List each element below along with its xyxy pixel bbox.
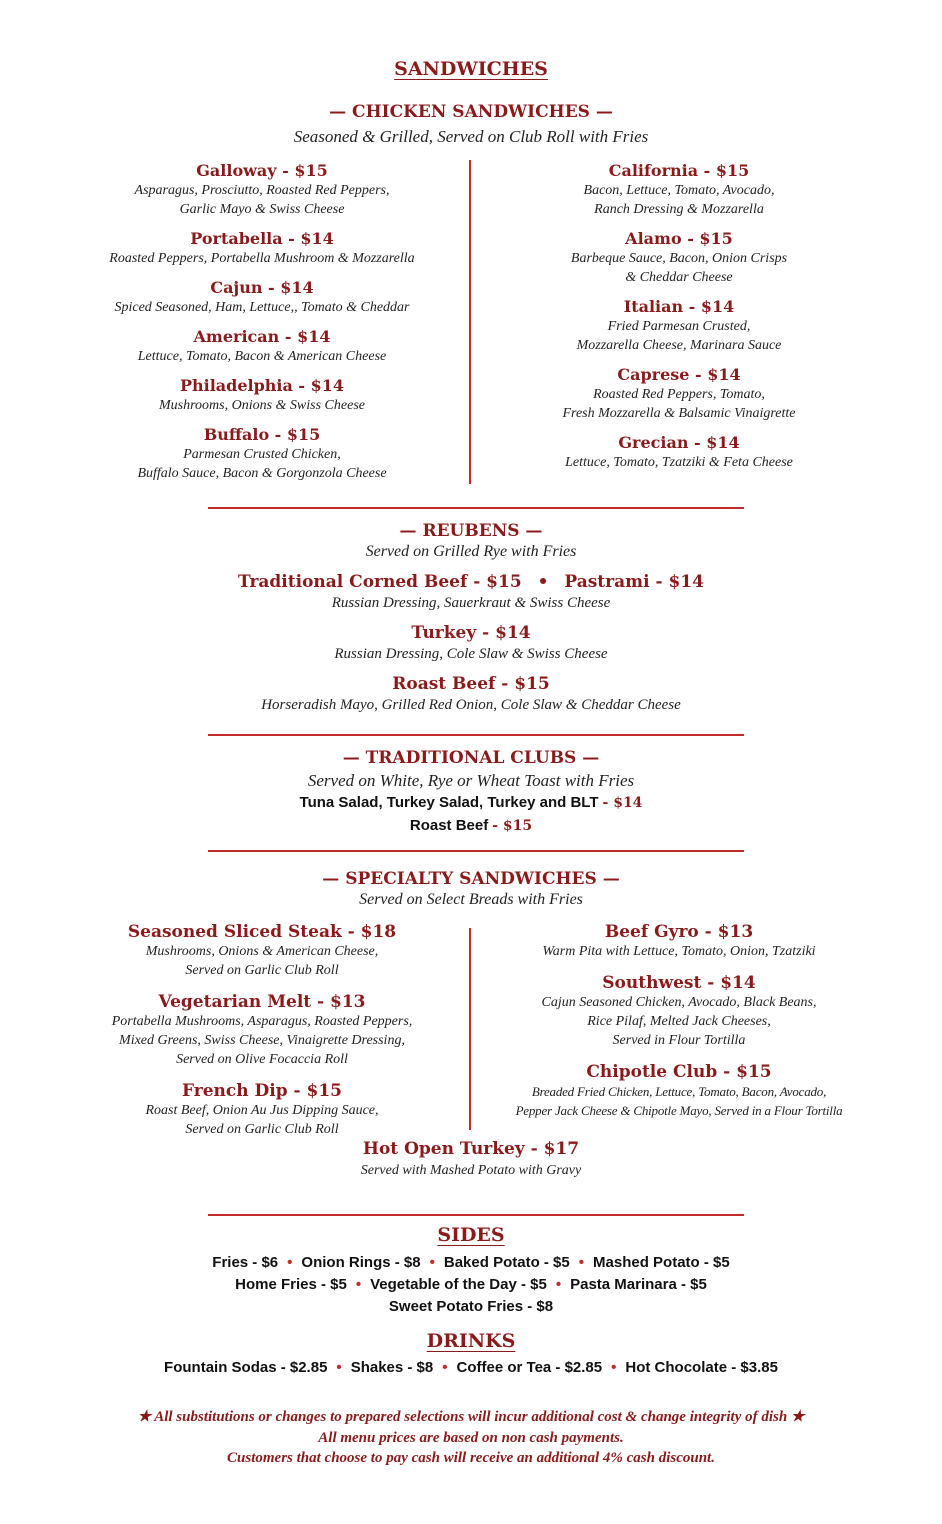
item-desc: Served in Flour Tortilla: [612, 1033, 746, 1048]
sides-title: SIDES: [437, 1224, 505, 1246]
item-name: Caprese - $14: [617, 365, 741, 384]
item-desc: Barbeque Sauce, Bacon, Onion Crisps: [570, 251, 788, 266]
menu-item: [60, 1081, 464, 1139]
item-name: Seasoned Sliced Steak - $18: [127, 922, 397, 942]
bullet: •: [287, 1254, 293, 1271]
item-name: Cajun - $14: [210, 278, 314, 297]
chicken-right-column: [478, 161, 880, 482]
item-name: Chipotle Club - $15: [586, 1062, 772, 1082]
column-divider: [469, 928, 471, 1130]
menu-item: [60, 278, 464, 317]
menu-item: [478, 161, 880, 219]
item-desc: Bacon, Lettuce, Tomato, Avocado,: [583, 183, 775, 198]
menu-item: [60, 161, 464, 219]
reuben-item-3: Roast Beef - $15: [392, 674, 550, 694]
item-desc: Roasted Peppers, Portabella Mushroom & Mozzarella: [109, 251, 415, 266]
side-item: Mashed Potato - $5: [593, 1254, 730, 1271]
menu-item: [478, 297, 880, 355]
item-desc: Mozzarella Cheese, Marinara Sauce: [576, 338, 782, 353]
item-desc: Served on Garlic Club Roll: [185, 1122, 339, 1137]
item-name: Pastrami - $14: [564, 572, 704, 592]
menu-item: [478, 1062, 880, 1120]
item-name: Beef Gyro - $13: [604, 922, 754, 942]
item-name: Traditional Corned Beef - $15: [238, 572, 522, 592]
item-name: Galloway - $15: [196, 161, 328, 180]
bullet: •: [555, 1276, 562, 1293]
specialty-left-column: [60, 922, 464, 1149]
sides-row-3: [0, 1298, 942, 1315]
item-name: Southwest - $14: [602, 973, 756, 993]
section-divider: [208, 734, 744, 736]
item-name: Philadelphia - $14: [179, 376, 345, 395]
item-desc: Spiced Seasoned, Ham, Lettuce,, Tomato & Cheddar: [114, 300, 410, 315]
side-item: Vegetable of the Day - $5: [370, 1276, 547, 1293]
item-desc: Pepper Jack Cheese & Chipotle Mayo, Served in a Flour Tortilla: [515, 1103, 843, 1118]
clubs-note: Served on White, Rye or Wheat Toast with Fries: [307, 771, 635, 790]
clubs-line-2: [0, 817, 942, 835]
item-name: Buffalo - $15: [203, 425, 321, 444]
section-divider: [208, 850, 744, 852]
item-desc: Mushrooms, Onions & American Cheese,: [145, 944, 379, 959]
item-name: Tuna Salad, Turkey Salad, Turkey and BLT: [299, 794, 599, 811]
side-item: Home Fries - $5: [235, 1276, 347, 1293]
side-item: Sweet Potato Fries - $8: [388, 1298, 554, 1315]
footer-pricing: All menu prices are based on non cash payments.: [318, 1430, 624, 1446]
specialty-right-column: [478, 922, 880, 1130]
item-desc: Served on Garlic Club Roll: [185, 963, 339, 978]
item-name: Portabella - $14: [190, 229, 334, 248]
item-desc: Roasted Red Peppers, Tomato,: [593, 387, 765, 402]
reubens-heading: — REUBENS —: [399, 521, 543, 541]
drinks-row-1: [0, 1359, 942, 1376]
drink-item: Coffee or Tea - $2.85: [456, 1359, 603, 1376]
menu-item: [60, 327, 464, 366]
drinks-title: DRINKS: [426, 1330, 516, 1352]
drink-item: Shakes - $8: [350, 1359, 434, 1376]
item-desc: Roast Beef, Onion Au Jus Dipping Sauce,: [145, 1103, 379, 1118]
item-desc: Buffalo Sauce, Bacon & Gorgonzola Cheese: [137, 466, 387, 481]
chicken-sandwiches-heading: — CHICKEN SANDWICHES —: [329, 102, 613, 122]
bullet: •: [611, 1359, 617, 1376]
item-name: French Dip - $15: [182, 1081, 342, 1101]
item-price: - $15: [492, 818, 533, 834]
specialty-heading: — SPECIALTY SANDWICHES —: [322, 869, 620, 889]
bullet: •: [355, 1276, 362, 1293]
menu-item: [478, 365, 880, 423]
reuben-item-1: [0, 572, 942, 592]
item-desc: Fried Parmesan Crusted,: [607, 319, 751, 334]
column-divider: [469, 160, 471, 484]
menu-item: [478, 229, 880, 287]
item-desc: & Cheddar Cheese: [625, 270, 733, 285]
menu-item: [60, 229, 464, 268]
item-desc: Breaded Fried Chicken, Lettuce, Tomato, Bacon, Avocado,: [531, 1084, 827, 1099]
menu-item: [478, 973, 880, 1050]
item-desc: Lettuce, Tomato, Tzatziki & Feta Cheese: [565, 455, 793, 470]
chicken-sandwiches-note: Seasoned & Grilled, Served on Club Roll with Fries: [293, 127, 649, 146]
item-desc: Served with Mashed Potato with Gravy: [360, 1163, 582, 1178]
bullet: •: [442, 1359, 448, 1376]
drink-item: Hot Chocolate - $3.85: [625, 1359, 778, 1376]
item-name: Roast Beef: [409, 817, 489, 834]
bullet: •: [578, 1254, 585, 1271]
item-desc: Russian Dressing, Cole Slaw & Swiss Cheese: [334, 646, 608, 662]
footer-substitutions: ★ All substitutions or changes to prepared selections will incur additional cost & change integrity of dish ★: [137, 1409, 805, 1425]
item-desc: Portabella Mushrooms, Asparagus, Roasted Peppers,: [111, 1014, 413, 1029]
item-desc: Warm Pita with Lettuce, Tomato, Onion, Tzatziki: [542, 944, 816, 959]
item-name: Alamo - $15: [625, 229, 733, 248]
item-desc: Served on Olive Focaccia Roll: [176, 1052, 348, 1067]
item-desc: Cajun Seasoned Chicken, Avocado, Black Beans,: [541, 995, 817, 1010]
item-name: Grecian - $14: [618, 433, 740, 452]
item-name: California - $15: [608, 161, 750, 180]
item-desc: Asparagus, Prosciutto, Roasted Red Peppers,: [134, 183, 390, 198]
item-desc: Rice Pilaf, Melted Jack Cheeses,: [587, 1014, 771, 1029]
chicken-left-column: [60, 161, 464, 493]
item-price: - $14: [602, 795, 643, 811]
item-desc: Lettuce, Tomato, Bacon & American Cheese: [137, 349, 387, 364]
item-desc: Garlic Mayo & Swiss Cheese: [179, 202, 345, 217]
item-desc: Parmesan Crusted Chicken,: [183, 447, 341, 462]
side-item: Pasta Marinara - $5: [570, 1276, 707, 1293]
menu-item: [60, 992, 464, 1069]
bullet: •: [429, 1254, 435, 1271]
side-item: Baked Potato - $5: [443, 1254, 570, 1271]
reuben-item-2: Turkey - $14: [411, 623, 531, 643]
specialty-note: Served on Select Breads with Fries: [359, 891, 583, 908]
item-name: Italian - $14: [623, 297, 735, 316]
item-desc: Fresh Mozzarella & Balsamic Vinaigrette: [562, 406, 796, 421]
menu-item: [478, 433, 880, 472]
section-divider: [208, 507, 744, 509]
menu-item: [60, 425, 464, 483]
item-desc: Horseradish Mayo, Grilled Red Onion, Cole Slaw & Cheddar Cheese: [261, 697, 681, 713]
clubs-line-1: [0, 794, 942, 812]
menu-item: [478, 922, 880, 961]
hot-open-turkey: Hot Open Turkey - $17: [362, 1139, 580, 1159]
menu-item: [60, 376, 464, 415]
sides-row-2: [0, 1276, 942, 1293]
item-desc: Mixed Greens, Swiss Cheese, Vinaigrette Dressing,: [119, 1033, 405, 1048]
section-divider: [208, 1214, 744, 1216]
footer-cash-discount: Customers that choose to pay cash will receive an additional 4% cash discount.: [227, 1450, 715, 1466]
bullet: •: [537, 572, 549, 592]
menu-item: [60, 922, 464, 980]
item-desc: Russian Dressing, Sauerkraut & Swiss Cheese: [331, 595, 611, 611]
side-item: Fries - $6: [212, 1254, 279, 1271]
item-desc: Ranch Dressing & Mozzarella: [594, 202, 764, 217]
bullet: •: [336, 1359, 342, 1376]
reubens-note: Served on Grilled Rye with Fries: [365, 543, 577, 560]
item-desc: Mushrooms, Onions & Swiss Cheese: [159, 398, 365, 413]
item-name: Vegetarian Melt - $13: [158, 992, 366, 1012]
clubs-heading: — TRADITIONAL CLUBS —: [342, 748, 600, 768]
sandwiches-title: SANDWICHES: [394, 58, 548, 80]
item-name: American - $14: [193, 327, 331, 346]
side-item: Onion Rings - $8: [301, 1254, 421, 1271]
sides-row-1: [0, 1254, 942, 1271]
drink-item: Fountain Sodas - $2.85: [164, 1359, 328, 1376]
